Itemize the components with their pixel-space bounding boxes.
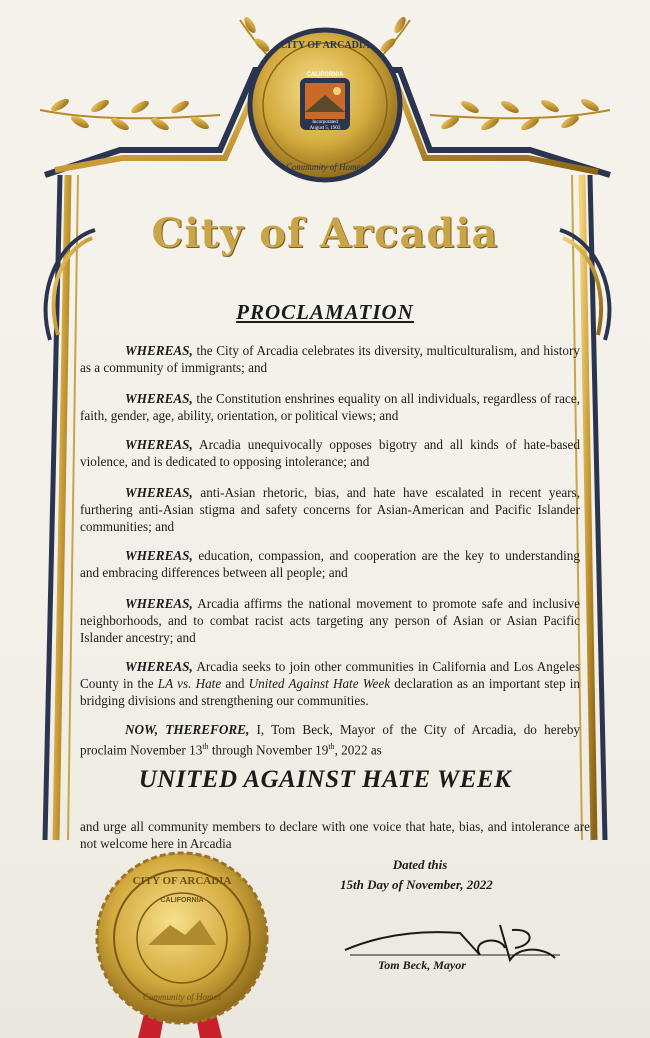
ordinal-suffix: th <box>328 742 335 751</box>
dated-line-2: 15th Day of November, 2022 <box>340 877 493 892</box>
whereas-paragraph-7 <box>80 658 580 709</box>
top-seal-incorporated: Incorporated <box>312 120 338 125</box>
closing-paragraph: and urge all community members to declare with one voice that hate, bias, and intolerance are not welcome here in Arcadia <box>80 819 590 851</box>
whereas-lead: WHEREAS, <box>125 659 193 674</box>
whereas-lead: WHEREAS, <box>125 548 193 563</box>
paragraph-text: the Constitution enshrines equality on all individuals, regardless of race, faith, gender, age, ability, orientation, or political views; and <box>80 391 580 423</box>
whereas-paragraph-3 <box>80 436 580 470</box>
whereas-paragraph-6 <box>80 595 580 646</box>
top-seal-motto: Community of Homes <box>286 162 364 172</box>
therefore-paragraph <box>80 721 580 758</box>
whereas-paragraph-5 <box>80 547 580 581</box>
dated-line-1: Dated this <box>392 857 448 872</box>
paragraph-text: I, Tom Beck, Mayor of the City of Arcadia, do hereby proclaim November 13 <box>80 722 581 758</box>
therefore-lead: NOW, THEREFORE, <box>125 722 250 737</box>
whereas-lead: WHEREAS, <box>125 485 193 500</box>
whereas-lead: WHEREAS, <box>125 343 193 358</box>
city-title: City of Arcadia <box>151 210 499 257</box>
whereas-lead: WHEREAS, <box>125 391 193 406</box>
whereas-paragraph-4 <box>80 484 580 535</box>
top-seal-state-text: CALIFORNIA <box>306 72 344 78</box>
whereas-lead: WHEREAS, <box>125 437 193 452</box>
paragraph-text: through November 19 <box>208 742 329 758</box>
gold-seal-ring-text: CITY OF ARCADIA <box>132 875 232 887</box>
ordinal-suffix: th <box>202 742 209 751</box>
proclamation-banner: UNITED AGAINST HATE WEEK <box>138 766 512 793</box>
gold-foil-seal <box>97 853 267 1038</box>
signature-label: Tom Beck, Mayor <box>378 958 466 972</box>
paragraph-text: , 2022 as <box>334 742 382 758</box>
paragraph-text: and <box>221 676 249 691</box>
emphasis-text: LA vs. Hate <box>157 676 222 691</box>
proclamation-title: PROCLAMATION <box>236 300 414 324</box>
paragraph-text: declaration as an important step in bridging divisions and strengthening our communities. <box>80 676 580 708</box>
gold-seal-state-text: CALIFORNIA <box>160 897 204 904</box>
paragraph-text: the City of Arcadia celebrates its diversity, multiculturalism, and history as a community of immigrants; and <box>80 343 580 375</box>
whereas-paragraph-1 <box>80 342 580 376</box>
whereas-lead: WHEREAS, <box>125 596 193 611</box>
gold-seal-motto: Community of Homes <box>143 992 221 1002</box>
paragraph-text: anti-Asian rhetoric, bias, and hate have escalated in recent years, furthering anti-Asian stigma and safety concerns for Asian-American and Pacific Islander communities; and <box>80 485 580 534</box>
emphasis-text: United Against Hate Week <box>248 676 391 691</box>
paragraph-text: Arcadia seeks to join other communities in California and Los Angeles County in the <box>80 659 580 691</box>
paragraph-text: Arcadia affirms the national movement to promote safe and inclusive neighborhoods, and to combat racist acts targeting any person of Asian or Asian Pacific Islander ancestry; and <box>80 596 580 645</box>
top-seal-date: August 5, 1903 <box>309 126 341 131</box>
top-seal-ring-text: CITY OF ARCADIA <box>280 40 370 51</box>
city-seal-top <box>250 30 400 180</box>
paragraph-text: education, compassion, and cooperation are the key to understanding and embracing differences between all people; and <box>80 548 580 580</box>
whereas-paragraph-2 <box>80 390 580 424</box>
paragraph-text: Arcadia unequivocally opposes bigotry and all kinds of hate-based violence, and is dedicated to opposing intolerance; and <box>80 437 580 469</box>
